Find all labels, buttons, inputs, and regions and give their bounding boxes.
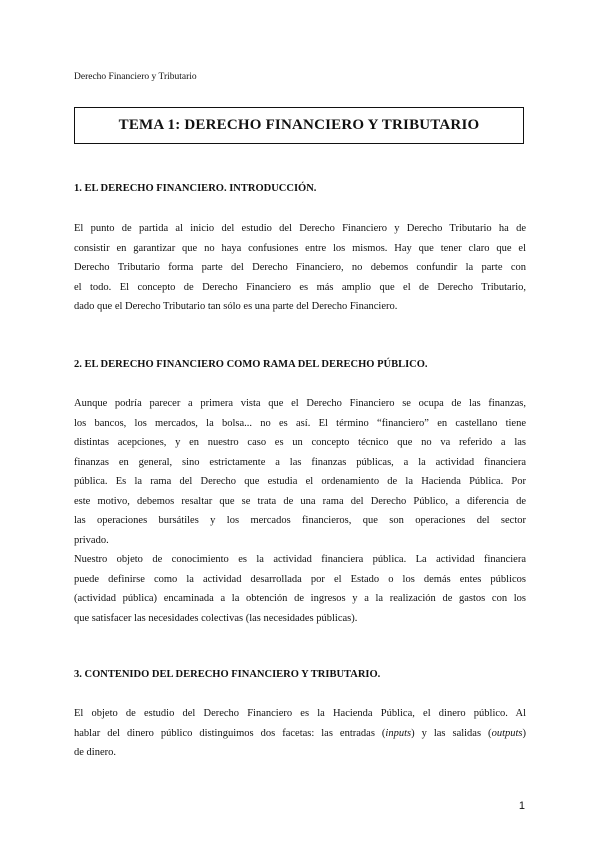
section-2-heading: 2. EL DERECHO FINANCIERO COMO RAMA DEL DERECHO PÚBLICO. (74, 359, 428, 370)
paragraph-line: privado. (74, 534, 109, 546)
paragraph-line: El objeto de estudio del Derecho Financiero es la Hacienda Pública, el dinero público. Al (74, 708, 526, 719)
running-header: Derecho Financiero y Tributario (74, 72, 197, 82)
title-box (74, 107, 524, 144)
paragraph-line: distintas acepciones, y en nuestro caso es un concepto técnico que no va referido a las (74, 437, 526, 448)
paragraph-line: El punto de partida al inicio del estudio del Derecho Financiero y Derecho Tributario ha de (74, 223, 526, 234)
section-3-paragraph (74, 704, 526, 763)
paragraph-line: dado que el Derecho Tributario tan sólo es una parte del Derecho Financiero. (74, 301, 398, 312)
paragraph-line: el todo. El concepto de Derecho Financiero es más amplio que el de Derecho Tributario, (74, 281, 526, 293)
section-2-paragraph (74, 394, 526, 628)
paragraph-line: (actividad pública) encaminada a la obtención de ingresos y a la realización de gastos con los (74, 593, 526, 604)
paragraph-line: Aunque podría parecer a primera vista que el Derecho Financiero se ocupa de las finanzas, (74, 398, 526, 409)
paragraph-line: este motivo, debemos resaltar que se trata de una rama del Derecho Público, a diferencia de (74, 495, 526, 507)
line-text: hablar del dinero público distinguimos dos facetas: las entradas ( (74, 727, 386, 739)
paragraph-line-mixed (74, 724, 526, 744)
paragraph-line: Derecho Tributario forma parte del Derecho Financiero, no debemos confundir la parte con (74, 262, 526, 273)
section-1-paragraph (74, 219, 526, 317)
section-3-heading: 3. CONTENIDO DEL DERECHO FINANCIERO Y TRIBUTARIO. (74, 669, 381, 680)
paragraph-line: finanzas en general, sino estrictamente a las finanzas públicas, a la actividad financiera (74, 456, 526, 468)
paragraph-line: que satisfacer las necesidades colectivas (las necesidades públicas). (74, 612, 358, 624)
paragraph-line: pública. Es la rama del Derecho que estudia el ordenamiento de la Hacienda Pública. Por (74, 476, 526, 487)
paragraph-line: Nuestro objeto de conocimiento es la actividad financiera pública. La actividad financiera (74, 554, 526, 565)
paragraph-line: puede definirse como la actividad desarrollada por el Estado o los demás entes públicos (74, 573, 526, 585)
paragraph-line: los bancos, los mercados, la bolsa... no es así. El término “financiero” en castellano tiene (74, 417, 526, 429)
section-1-heading: 1. EL DERECHO FINANCIERO. INTRODUCCIÓN. (74, 183, 317, 194)
paragraph-line: consistir en garantizar que no haya confusiones entre los mismos. Hay que tener claro que el (74, 242, 526, 254)
paragraph-line: de dinero. (74, 747, 116, 758)
line-text: ) y las salidas ( (411, 727, 492, 739)
italic-term-outputs: outputs (491, 727, 523, 739)
paragraph-line: las operaciones bursátiles y los mercados financieros, que son operaciones del sector (74, 515, 526, 526)
line-text: ) (522, 727, 526, 739)
document-title: TEMA 1: DERECHO FINANCIERO Y TRIBUTARIO (118, 117, 480, 133)
italic-term-inputs: inputs (385, 727, 412, 739)
page-number: 1 (518, 800, 525, 812)
